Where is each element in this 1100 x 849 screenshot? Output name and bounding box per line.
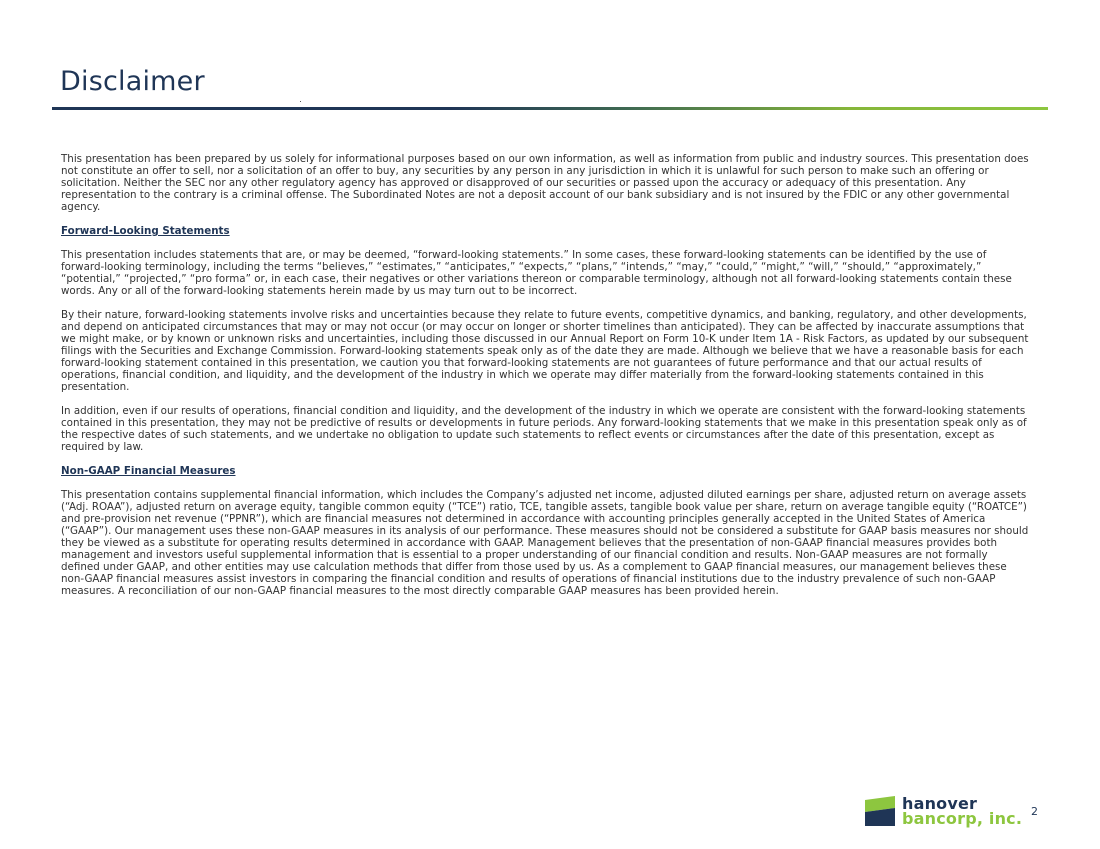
page-title: Disclaimer [60,66,205,97]
company-logo [865,795,1022,827]
logo-line-hanover: hanover [902,794,978,813]
non-gaap-paragraph: This presentation contains supplemental financial information, which includes the Company’s adjusted net income, adjusted diluted earnings per share, adjusted return on average assets (“Adj. ROAA”), adjusted return on average equity, tangible common equity (“TCE”) ratio, TCE, tangible assets, tangible book value per share, return on average tangible equity (“ROATCE”) and pre-provision net revenue (“PPNR”), which are financial measures not determined in accordance with accounting principles generally accepted in the United States of America (“GAAP”). Our management uses these non-GAAP measures in its analysis of our performance. These measures should not be considered a substitute for GAAP basis measures nor should they be viewed as a substitute for operating results determined in accordance with GAAP. Management believes that the presentation of non-GAAP financial measures provides both management and investors useful supplemental information that is essential to a proper understanding of our financial condition and results. Non-GAAP measures are not formally defined under GAAP, and other entities may use calculation methods that differ from those used by us. As a complement to GAAP financial measures, our management believes these non-GAAP financial measures assist investors in comparing the financial condition and results of operations of financial institutions due to the industry prevalence of such non-GAAP measures. A reconciliation of our non-GAAP financial measures to the most directly comparable GAAP measures has been provided herein. [61,489,1029,597]
logo-wordmark [902,796,1022,826]
stray-dot [300,101,301,102]
disclaimer-body [61,153,1029,609]
logo-line-bancorp: bancorp, inc. [902,809,1023,828]
forward-looking-paragraph-3: In addition, even if our results of operations, financial condition and liquidity, and the development of the industry in which we operate are consistent with the forward-looking statements contained in this presentation, they may not be predictive of results or developments in future periods. Any forward-looking statements that we make in this presentation speak only as of the respective dates of such statements, and we undertake no obligation to update such statements to reflect events or circumstances after the date of this presentation, except as required by law. [61,405,1027,453]
non-gaap-heading: Non-GAAP Financial Measures [61,465,236,477]
forward-looking-heading: Forward-Looking Statements [61,225,230,237]
forward-looking-paragraph-1: This presentation includes statements that are, or may be deemed, “forward-looking statements.” In some cases, these forward-looking statements can be identified by the use of forward-looking terminology, including the terms “believes,” “estimates,” “anticipates,” “expects,” “plans,” “intends,” “may,” “could,” “might,” “will,” “should,” “approximately,” “potential,” “projected,” “pro forma” or, in each case, their negatives or other variations thereon or comparable terminology, although not all forward-looking statements contain these words. Any or all of the forward-looking statements herein made by us may turn out to be incorrect. [61,249,1012,297]
title-divider [52,107,1048,110]
hanover-logo-icon [865,796,895,826]
forward-looking-paragraph-2: By their nature, forward-looking statements involve risks and uncertainties because they relate to future events, competitive dynamics, and banking, regulatory, and other developments, and depend on anticipated circumstances that may or may not occur (or may occur on longer or shorter timelines than anticipated). They can be affected by inaccurate assumptions that we might make, or by known or unknown risks and uncertainties, including those discussed in our Annual Report on Form 10-K under Item 1A - Risk Factors, as updated by our subsequent filings with the Securities and Exchange Commission. Forward-looking statements speak only as of the date they are made. Although we believe that we have a reasonable basis for each forward-looking statement contained in this presentation, we caution you that forward-looking statements are not guarantees of future performance and that our actual results of operations, financial condition, and liquidity, and the development of the industry in which we operate may differ materially from the forward-looking statements contained in this presentation. [61,309,1029,393]
page-number: 2 [1031,805,1038,818]
intro-paragraph: This presentation has been prepared by us solely for informational purposes based on our own information, as well as information from public and industry sources. This presentation does not constitute an offer to sell, nor a solicitation of an offer to buy, any securities by any person in any jurisdiction in which it is unlawful for such person to make such an offering or solicitation. Neither the SEC nor any other regulatory agency has approved or disapproved of our securities or passed upon the accuracy or adequacy of this presentation. Any representation to the contrary is a criminal offense. The Subordinated Notes are not a deposit account of our bank subsidiary and is not insured by the FDIC or any other governmental agency. [61,153,1029,213]
